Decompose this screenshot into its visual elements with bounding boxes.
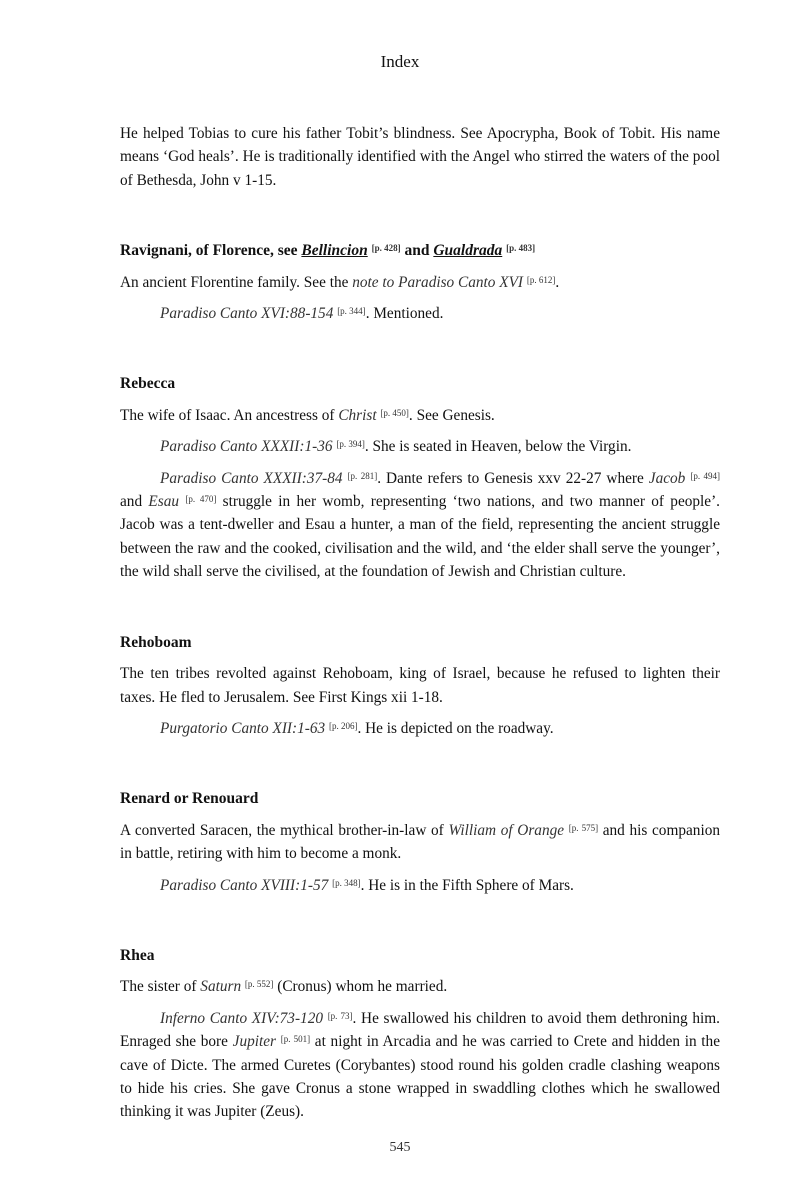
entry-description-renard: A converted Saracen, the mythical brother-in-law of William of Orange [p. 575] and his companion in battle, retiring with him to become a monk. (120, 821, 720, 863)
page-ref: [p. 450] (380, 407, 409, 418)
entry-reference-rhea-1: Inferno Canto XIV:73-120 [p. 73]. He swallowed his children to avoid them dethroning him. Enraged she bore Jupiter [p. 501] at night in Arcadia and he was carried to Crete and hidden in the cave of Dicte. The armed Curetes (Corybantes) stood round his golden cradle clashing weapons to hide his cries. She gave Cronus a stone wrapped in swaddling clothes which he swallowed thinking it was Jupiter (Zeus). (120, 1009, 721, 1121)
entry-heading-rehoboam: Rehoboam (120, 633, 192, 651)
page-ref: [p. 575] (568, 822, 599, 833)
link-christ[interactable]: Christ (338, 406, 377, 424)
link-bellincion[interactable]: Bellincion (301, 242, 368, 260)
entry-reference-rebecca-2: Paradiso Canto XXXII:37-84 [p. 281]. Dante refers to Genesis xxv 22-27 where Jacob [p. 494] and Esau [p. 470] struggle in her womb, representing ‘two nations, and two manner of people’. Jacob was a tent-dweller and Esau a hunter, a man of the field, representing the ancient struggle between the raw and the cooked, civilisation and the wild, and ‘the elder shall serve the younger’, the wild shall serve the civilised, at the foundation of Jewish and Christian culture. (120, 469, 721, 581)
entry-reference-ravignani-1: Paradiso Canto XVI:88-154 [p. 344]. Mentioned. (160, 305, 444, 323)
link-canto-reference[interactable]: Paradiso Canto XVIII:1-57 (160, 876, 329, 894)
link-canto-reference[interactable]: Inferno Canto XIV:73-120 (160, 1009, 323, 1027)
link-canto-reference[interactable]: Paradiso Canto XVI:88-154 (160, 305, 334, 323)
entry-description-rebecca: The wife of Isaac. An ancestress of Christ [p. 450]. See Genesis. (120, 406, 495, 424)
page-ref: [p. 501] (280, 1034, 311, 1045)
link-canto-reference[interactable]: Paradiso Canto XXXII:37-84 (160, 469, 343, 487)
link-canto-reference[interactable]: Paradiso Canto XXXII:1-36 (160, 438, 333, 456)
link-canto-reference[interactable]: Purgatorio Canto XII:1-63 (160, 719, 326, 737)
link-william-of-orange[interactable]: William of Orange (448, 821, 565, 839)
entry-description-ravignani: An ancient Florentine family. See the note to Paradiso Canto XVI [p. 612]. (120, 273, 560, 291)
page-number: 545 (389, 1140, 411, 1155)
page-ref: [p. 612] (526, 274, 556, 285)
page-ref: [p. 281] (347, 470, 378, 481)
page-ref: [p. 73] (327, 1010, 353, 1021)
page-ref: [p. 483] (506, 243, 536, 254)
link-saturn[interactable]: Saturn (200, 978, 242, 996)
page-ref: [p. 494] (690, 470, 721, 481)
page-ref: [p. 394] (336, 439, 365, 450)
entry-heading-rhea: Rhea (120, 946, 155, 964)
page-ref: [p. 552] (244, 979, 274, 990)
entry-description-rehoboam: The ten tribes revolted against Rehoboam, king of Israel, because he refused to lighten their taxes. He fled to Jerusalem. See First Kings xii 1-18. (120, 665, 720, 706)
entry-reference-rebecca-1: Paradiso Canto XXXII:1-36 [p. 394]. She is seated in Heaven, below the Virgin. (160, 438, 632, 456)
intro-paragraph: He helped Tobias to cure his father Tobit’s blindness. See Apocrypha, Book of Tobit. His name means ‘God heals’. He is traditionally identified with the Angel who stirred the waters of the pool of Bethesda, John v 1-15. (120, 125, 720, 189)
index-content (120, 122, 720, 1124)
page-ref: [p. 344] (337, 306, 366, 317)
link-jacob[interactable]: Jacob (648, 469, 686, 487)
link-esau[interactable]: Esau (148, 493, 180, 511)
entry-heading-rebecca: Rebecca (120, 375, 176, 393)
link-jupiter[interactable]: Jupiter (232, 1033, 276, 1051)
link-gualdrada[interactable]: Gualdrada (433, 242, 503, 260)
page-ref: [p. 348] (332, 877, 361, 888)
entry-reference-renard-1: Paradiso Canto XVIII:1-57 [p. 348]. He is in the Fifth Sphere of Mars. (160, 876, 574, 894)
page-ref: [p. 206] (328, 720, 358, 731)
link-note-paradiso-xvi[interactable]: note to Paradiso Canto XVI (352, 273, 524, 291)
entry-heading-ravignani: Ravignani, of Florence, see Bellincion [p. 428] and Gualdrada [p. 483] (120, 242, 536, 260)
page-ref: [p. 428] (371, 243, 401, 254)
entry-description-rhea: The sister of Saturn [p. 552] (Cronus) whom he married. (120, 978, 448, 996)
entry-reference-rehoboam-1: Purgatorio Canto XII:1-63 [p. 206]. He is depicted on the roadway. (160, 719, 554, 737)
entry-heading-renard: Renard or Renouard (120, 790, 259, 808)
page-header: Index (380, 52, 420, 71)
page-ref: [p. 470] (185, 494, 217, 505)
